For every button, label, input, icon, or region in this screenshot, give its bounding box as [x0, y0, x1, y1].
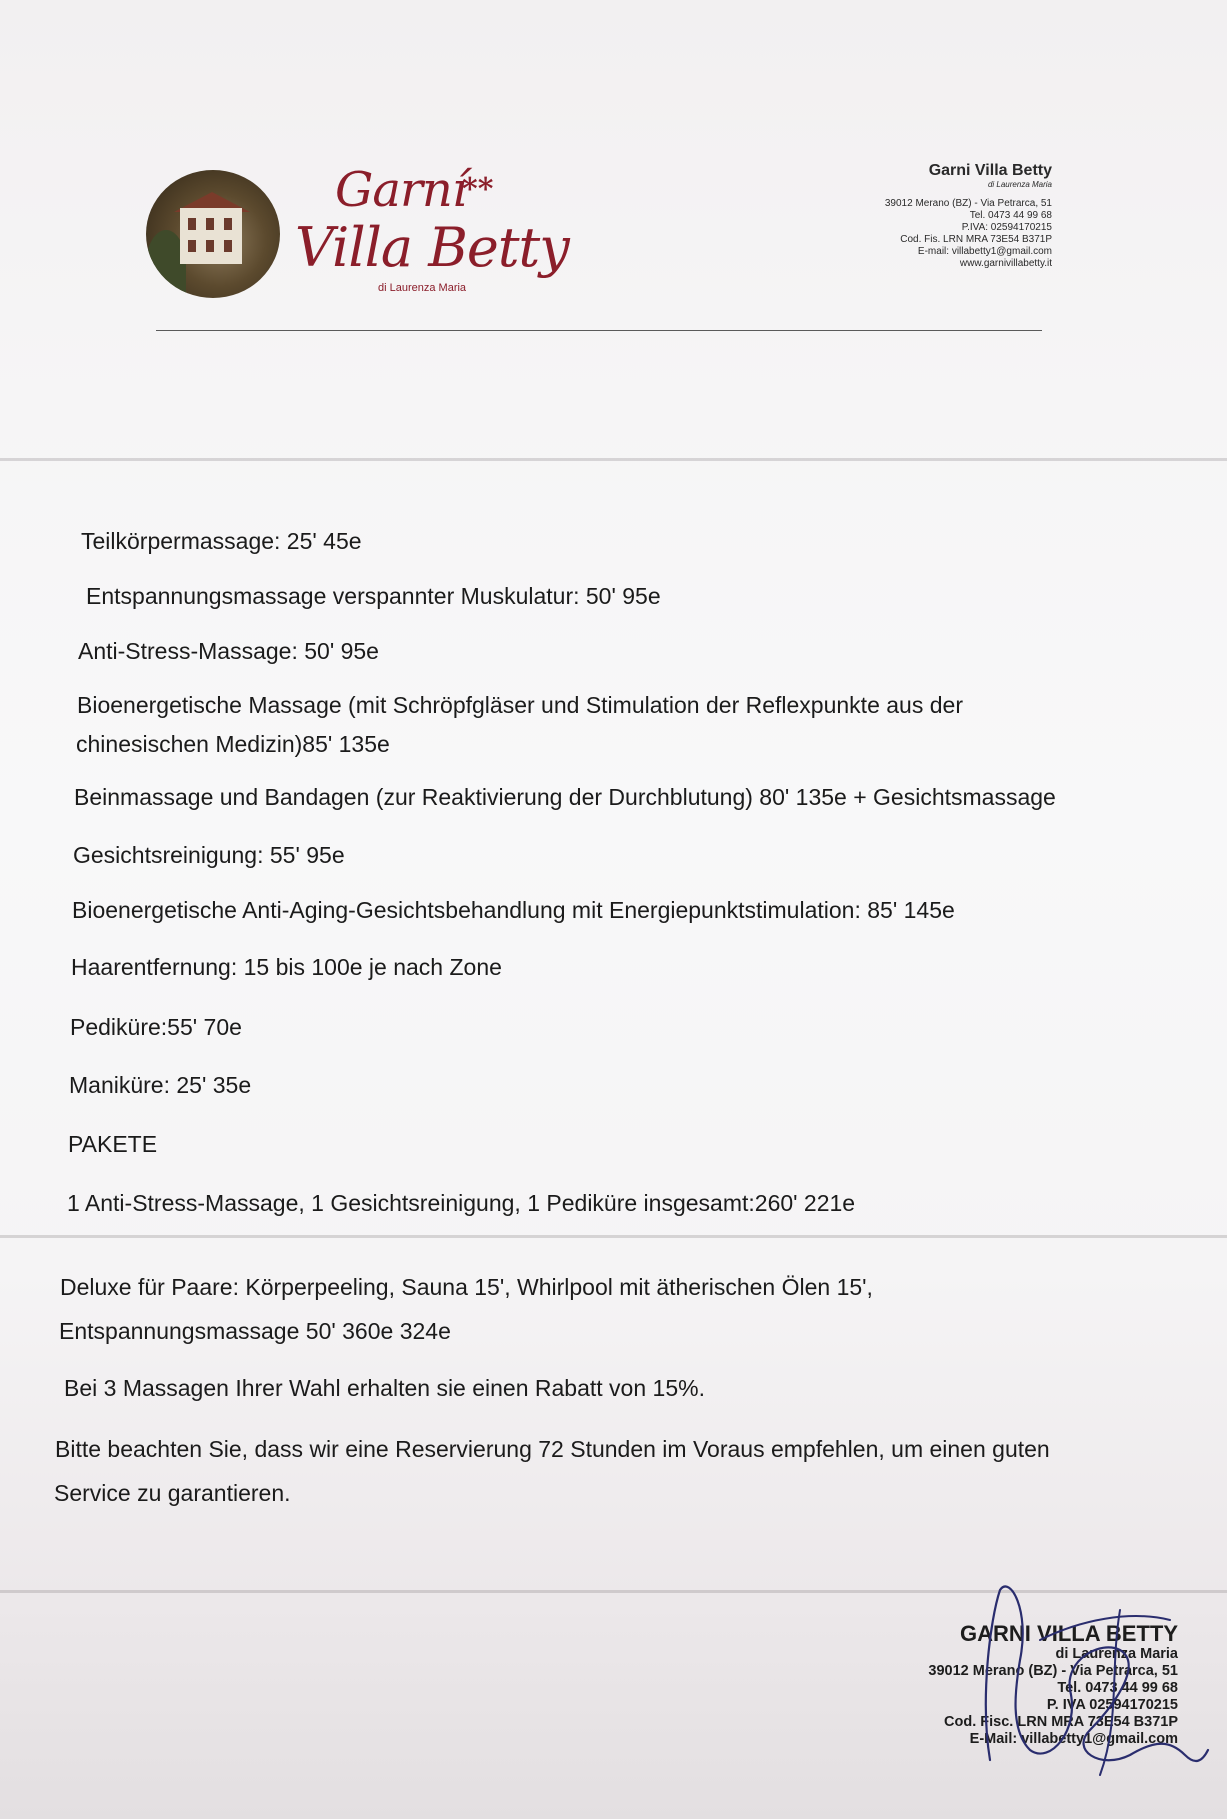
price-line: Bioenergetische Anti-Aging-Gesichtsbehandlung mit Energiepunktstimulation: 85' 145e — [72, 897, 955, 923]
package-line: 1 Anti-Stress-Massage, 1 Gesichtsreinigung, 1 Pediküre insgesamt:260' 221e — [67, 1190, 856, 1216]
stamp-name: GARNI VILLA BETTY — [960, 1621, 1178, 1646]
price-line: Anti-Stress-Massage: 50' 95e — [78, 638, 379, 664]
stamp-piva: P. IVA 02594170215 — [1046, 1697, 1178, 1713]
price-line: Haarentfernung: 15 bis 100e je nach Zone — [71, 954, 502, 980]
price-line: Maniküre: 25' 35e — [69, 1072, 252, 1098]
contact-codfis: Cod. Fis. LRN MRA 73E54 B371P — [900, 234, 1052, 245]
contact-name: Garni Villa Betty — [928, 162, 1052, 179]
stamp-codfis: Cod. Fisc. LRN MRA 73E54 B371P — [944, 1714, 1178, 1730]
brand-owner: di Laurenza Maria — [378, 282, 467, 294]
brand-name-line1: Garní — [335, 162, 467, 218]
brand-stars: ** — [462, 172, 494, 207]
price-line: Gesichtsreinigung: 55' 95e — [73, 842, 345, 868]
contact-address: 39012 Merano (BZ) - Via Petrarca, 51 — [884, 198, 1052, 209]
villa-photo-logo — [146, 170, 280, 298]
package-line: Deluxe für Paare: Körperpeeling, Sauna 15', Whirlpool mit ätherischen Ölen 15', — [60, 1274, 873, 1300]
price-line: Bioenergetische Massage (mit Schröpfgläser und Stimulation der Reflexpunkte aus der — [77, 692, 963, 718]
price-line: Entspannungsmassage verspannter Muskulatur: 50' 95e — [86, 583, 661, 609]
contact-piva: P.IVA: 02594170215 — [961, 222, 1052, 233]
logo-house — [180, 208, 242, 264]
brand-name-line2: Villa Betty — [295, 216, 569, 279]
package-line: Entspannungsmassage 50' 360e 324e — [59, 1318, 451, 1344]
stamp-tel: Tel. 0473 44 99 68 — [1057, 1680, 1178, 1696]
price-line: chinesischen Medizin)85' 135e — [76, 731, 390, 757]
section-heading: PAKETE — [68, 1131, 158, 1157]
stamp-email: E-Mail: villabetty1@gmail.com — [969, 1731, 1178, 1747]
handwritten-signature — [970, 1580, 1210, 1780]
reservation-note: Bitte beachten Sie, dass wir eine Reservierung 72 Stunden im Voraus empfehlen, um einen guten — [55, 1436, 1050, 1462]
header-contact-block — [885, 162, 1052, 270]
price-line: Teilkörpermassage: 25' 45e — [81, 528, 362, 554]
contact-tel: Tel. 0473 44 99 68 — [969, 210, 1052, 221]
contact-web: www.garnivillabetty.it — [959, 258, 1052, 269]
discount-note: Bei 3 Massagen Ihrer Wahl erhalten sie einen Rabatt von 15%. — [64, 1375, 705, 1401]
reservation-note: Service zu garantieren. — [54, 1480, 291, 1506]
price-line: Beinmassage und Bandagen (zur Reaktivierung der Durchblutung) 80' 135e + Gesichtsmassage — [74, 784, 1056, 810]
stamp-address: 39012 Merano (BZ) - Via Petrarca, 51 — [928, 1663, 1178, 1679]
fold-line — [0, 1235, 1227, 1238]
contact-email: E-mail: villabetty1@gmail.com — [917, 246, 1052, 257]
price-line: Pediküre:55' 70e — [70, 1014, 242, 1040]
fold-line — [0, 458, 1227, 461]
stamp-owner: di Laurenza Maria — [1055, 1646, 1178, 1662]
contact-owner: di Laurenza Maria — [987, 180, 1052, 189]
header-divider — [156, 330, 1042, 331]
